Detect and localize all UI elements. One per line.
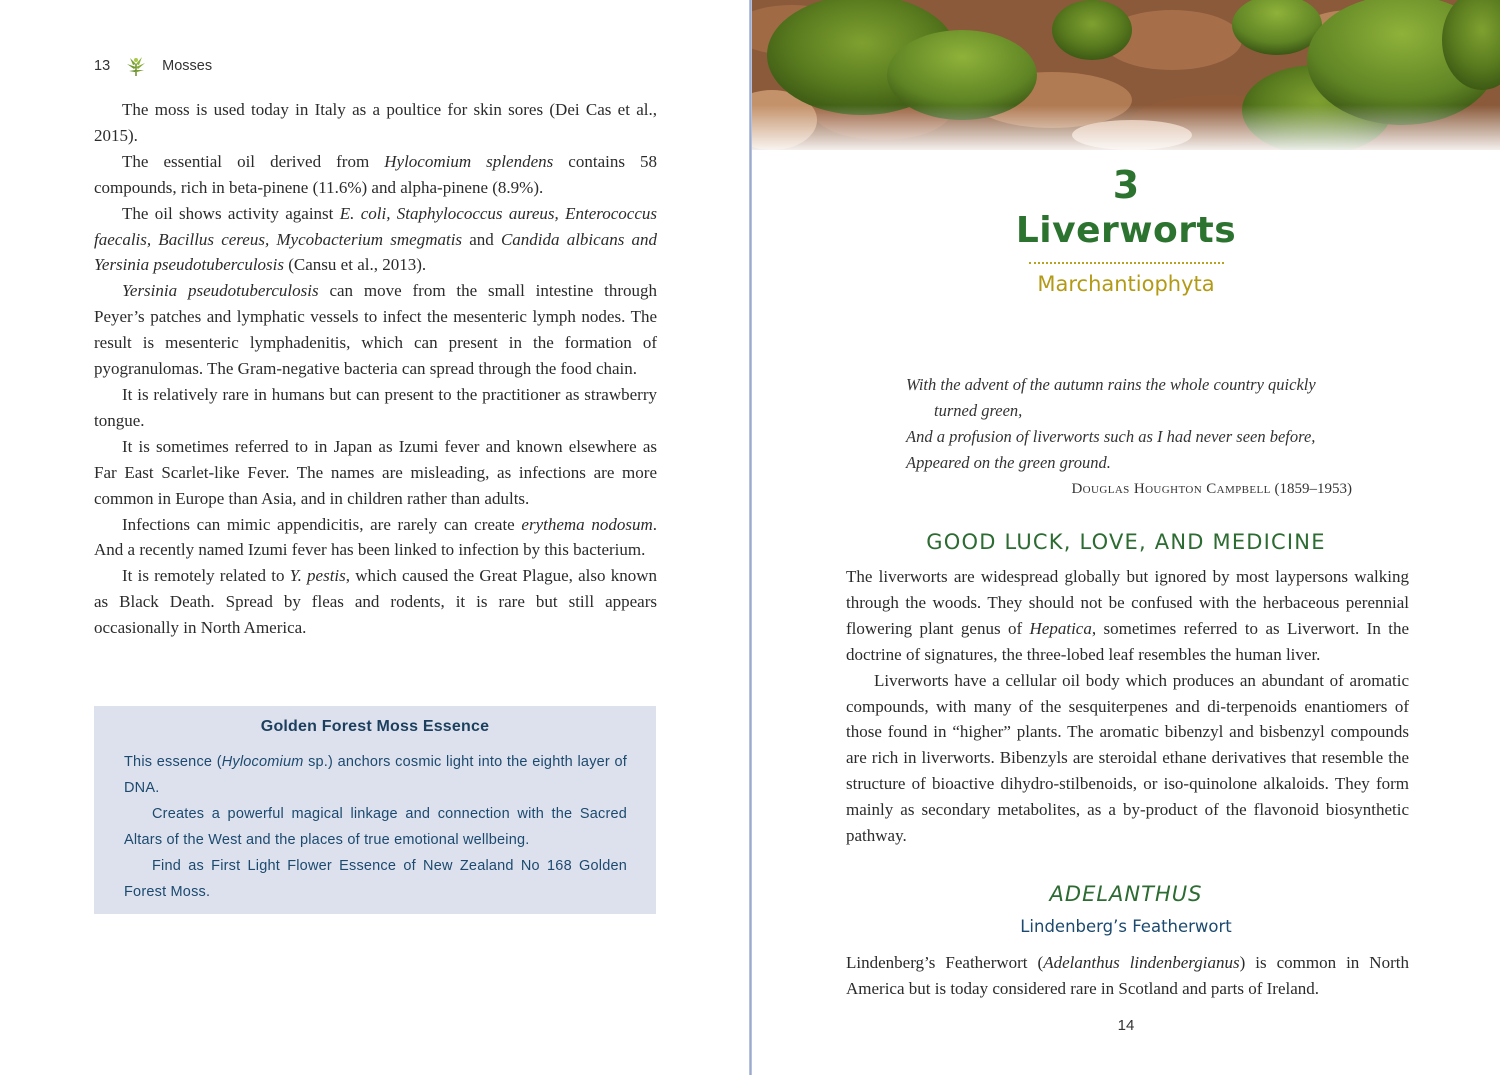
right-body-text (846, 564, 1409, 849)
essence-body (124, 749, 627, 905)
paragraph: Infections can mimic appendicitis, are rarely can create erythema nodosum. And a recently named Izumi fever has been linked to infection by this bacterium. (94, 514, 657, 560)
epigraph (906, 372, 1366, 502)
epigraph-line: And a profusion of liverworts such as I had never seen before, (906, 427, 1316, 446)
paragraph: It is relatively rare in humans but can present to the practitioner as strawberry tongue. (94, 384, 657, 430)
genus-common-name: Lindenberg’s Featherwort (1020, 917, 1232, 936)
chapter-title: Liverworts (1015, 210, 1237, 251)
moss-sprig-icon (124, 55, 148, 77)
paragraph: The essential oil derived from Hylocomium splendens contains 58 compounds, rich in beta-pinene (11.6%) and alpha-pinene (8.9%). (94, 151, 658, 197)
epigraph-attribution: Douglas Houghton Campbell (1859–1953) (1071, 481, 1352, 497)
moss-photo (752, 0, 1500, 150)
epigraph-line: Appeared on the green ground. (906, 453, 1111, 472)
paragraph: It is sometimes referred to in Japan as Izumi fever and known elsewhere as Far East Scarlet-like Fever. The names are misleading, as infections are more common in Europe than Asia, and in children rather than adults. (94, 436, 657, 508)
chapter-subtitle: Marchantiophyta (1037, 272, 1215, 296)
running-header (94, 55, 212, 77)
page-number: 13 (94, 58, 111, 74)
dotted-divider (1029, 262, 1224, 264)
paragraph: The moss is used today in Italy as a poultice for skin sores (Dei Cas et al., 2015). (94, 100, 657, 145)
epigraph-line: turned green, (934, 401, 1023, 420)
paragraph: Yersinia pseudotuberculosis can move from the small intestine through Peyer’s patches and lymphatic vessels to infect the mesenteric lymph nodes. The result is mesenteric lymphadenitis, which can present in the formation of pyogranulomas. The Gram-negative bacteria can spread through the food chain. (94, 281, 657, 379)
essence-paragraph: Find as First Light Flower Essence of New Zealand No 168 Golden Forest Moss. (124, 858, 627, 900)
essence-sidebar-box (94, 706, 656, 914)
paragraph: The liverworts are widespread globally but ignored by most laypersons walking through the woods. They should not be confused with the herbaceous perennial flowering plant genus of Hepatica, sometimes referred to as Liverwort. In the doctrine of signatures, the three-lobed leaf resembles the human liver. (846, 567, 1409, 664)
right-page (752, 0, 1500, 1075)
chapter-number: 3 (1112, 163, 1140, 207)
paragraph: The oil shows activity against E. coli, Staphylococcus aureus, Enterococcus faecalis, Bacillus cereus, Mycobacterium smegmatis and Candida albicans and Yersinia pseudotuberculosis (Cansu et al., 2013). (94, 203, 658, 275)
essence-paragraph: Creates a powerful magical linkage and connection with the Sacred Altars of the West and the places of true emotional wellbeing. (124, 806, 627, 848)
essence-title: Golden Forest Moss Essence (260, 718, 490, 735)
epigraph-line: With the advent of the autumn rains the whole country quickly (906, 375, 1316, 394)
essence-paragraph: This essence (Hylocomium sp.) anchors cosmic light into the eighth layer of DNA. (124, 754, 627, 796)
running-title: Mosses (162, 58, 213, 74)
section-heading: GOOD LUCK, LOVE, AND MEDICINE (926, 530, 1326, 554)
paragraph: Lindenberg’s Featherwort (Adelanthus lindenbergianus) is common in North America but is today considered rare in Scotland and parts of Ireland. (846, 953, 1409, 998)
page-number: 14 (1117, 1017, 1135, 1034)
paragraph: It is remotely related to Y. pestis, which caused the Great Plague, also known as Black Death. Spread by fleas and rodents, it is rare but still appears occasionally in North America. (94, 566, 657, 638)
genus-heading: ADELANTHUS (1049, 882, 1203, 906)
paragraph: Liverworts have a cellular oil body which produces an abundant of aromatic compounds, with many of the sesquiterpenes and di-terpenoids enantiomers of those found in “higher” plants. The aromatic bibenzyl and bisbenzyl compounds are rich in liverworts. Bibenzyls are steroidal ethane derivatives that resemble the structure of bioactive dihydro-stilbenoids, or iso-quinolone alkaloids. They form mainly as secondary metabolites, as a by-product of the flavonoid biosynthetic pathway. (846, 670, 1409, 846)
genus-body-text (846, 950, 1409, 1002)
left-body-text (94, 97, 657, 641)
